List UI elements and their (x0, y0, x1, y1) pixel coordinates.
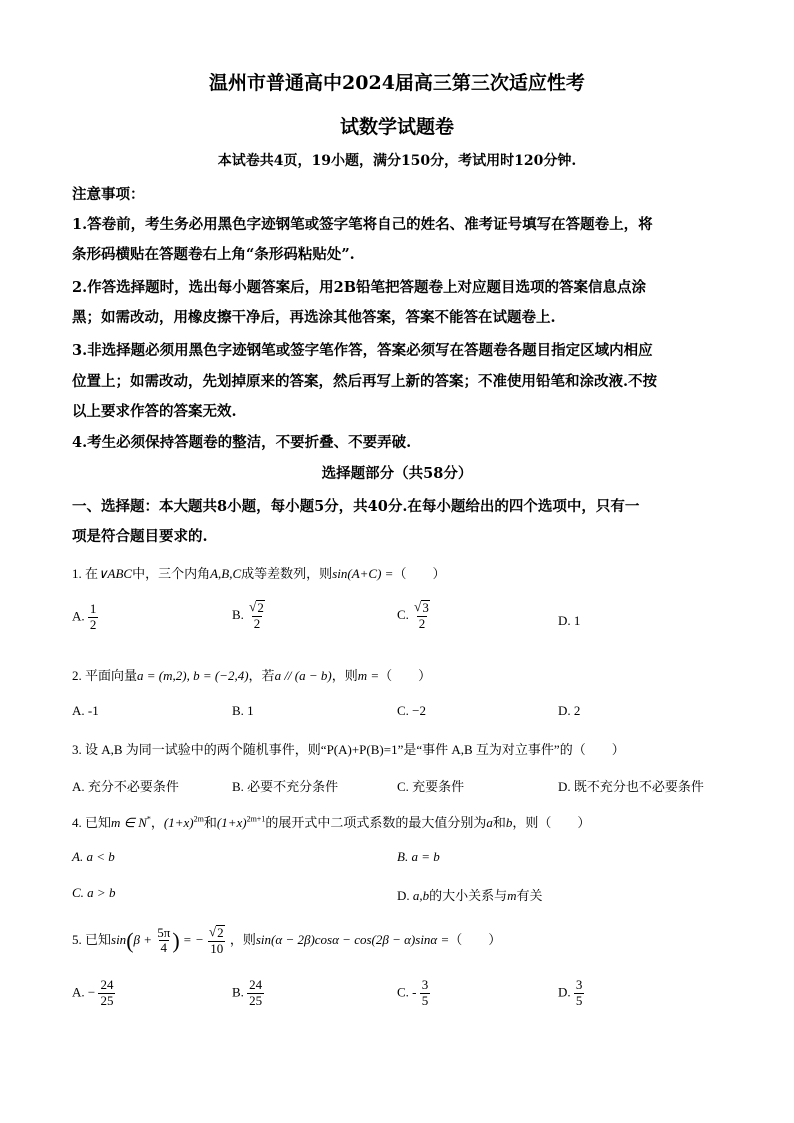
fraction: $\frac{3}{5}$ (421, 977, 429, 1008)
option-C[interactable]: C. a > b (72, 885, 116, 900)
fraction: $\frac{3}{5}$ (575, 977, 583, 1008)
section-title: 选择题部分（共58分） (321, 465, 473, 482)
option-C[interactable]: C. 充要条件 (397, 779, 465, 794)
option-D[interactable]: D. 1 (558, 613, 581, 628)
option-A[interactable]: A. $\frac{1}{2}$ (72, 601, 97, 632)
notice-line: 4.考生必须保持答题卷的整洁，不要折叠、不要弄破. (72, 434, 412, 451)
question-1: 1. 在∨ABC中，三个内角A,B,C成等差数列，则sin(A+C) =（ ） (72, 566, 446, 581)
fraction: $\frac{24}{25}$ (100, 977, 114, 1008)
question-2: 2. 平面向量a = (m,2), b = (−2,4)，若a // (a − b)，则m =（ ） (72, 668, 432, 683)
notice-line: 条形码横贴在答题卷右上角“条形码粘贴处”. (72, 246, 355, 263)
part1-instruction: 一、选择题：本大题共8小题，每小题5分，共40分.在每小题给出的四个选项中，只有一 (72, 498, 640, 515)
option-B[interactable]: B. a = b (397, 849, 440, 864)
question-5: 5. 已知sin(β + $\frac{5\pi}{4}$ ) = − √ 2 10 ，则sin(α − 2β)cosα − cos(2β − α)sinα =（ ） (72, 924, 502, 956)
option-A[interactable]: A. − $\frac{24}{25}$ (72, 977, 114, 1008)
fraction: √ 2 2 (249, 599, 264, 631)
option-B[interactable]: B. 必要不充分条件 (232, 779, 339, 794)
fraction: $\frac{24}{25}$ (249, 977, 263, 1008)
option-C[interactable]: C. - $\frac{3}{5}$ (397, 977, 429, 1008)
option-B[interactable]: B. $\frac{24}{25}$ (232, 977, 263, 1008)
option-A[interactable]: A. a < b (72, 849, 115, 864)
option-D[interactable]: D. $\frac{3}{5}$ (558, 977, 583, 1008)
exam-title-line1: 温州市普通高中2024届高三第三次适应性考 (209, 72, 585, 94)
notice-line: 3.非选择题必须用黑色字迹钢笔或签字笔作答，答案必须写在答题卷各题目指定区域内相应 (72, 342, 653, 359)
notice-line: 以上要求作答的答案无效. (72, 403, 237, 420)
option-C[interactable]: C. √ 3 2 (397, 600, 432, 632)
option-C[interactable]: C. −2 (397, 703, 427, 718)
notice-line: 1.答卷前，考生务必用黑色字迹钢笔或签字笔将自己的姓名、准考证号填写在答题卷上，将 (72, 216, 653, 233)
notice-line: 位置上；如需改动，先划掉原来的答案，然后再写上新的答案；不准使用铅笔和涂改液.不按 (72, 373, 658, 390)
fraction: $\frac{5\pi}{4}$ (157, 924, 171, 956)
question-4: 4. 已知m ∈ N*，$(1+x)^{2m}$和$(1+x)^{2m+1}$的展开式中二项式系数的最大值分别为a和b，则（ ） (72, 814, 591, 830)
fraction: √ 3 2 (414, 599, 429, 631)
notice-line: 黑；如需改动，用橡皮擦干净后，再选涂其他答案，答案不能答在试题卷上. (72, 309, 556, 326)
option-A[interactable]: A. 充分不必要条件 (72, 779, 179, 794)
option-A[interactable]: A. -1 (72, 703, 99, 718)
option-B[interactable]: B. √ 2 2 (232, 600, 267, 632)
exam-title-line2: 试数学试题卷 (339, 116, 454, 138)
fraction: √ 2 10 (208, 924, 224, 956)
option-D[interactable]: D. 既不充分也不必要条件 (558, 779, 704, 794)
option-B[interactable]: B. 1 (232, 703, 254, 718)
notice-heading: 注意事项： (72, 186, 145, 203)
notice-line: 2.作答选择题时，选出每小题答案后，用2B铅笔把答题卷上对应题目选项的答案信息点涂 (72, 279, 646, 296)
option-D[interactable]: D. 2 (558, 703, 581, 718)
exam-subtitle: 本试卷共4页，19小题，满分150分，考试用时120分钟. (217, 153, 577, 169)
option-D[interactable]: D. a,b的大小关系与m有关 (397, 888, 543, 903)
fraction: $\frac{1}{2}$ (89, 601, 97, 632)
part1-instruction: 项是符合题目要求的. (72, 528, 208, 545)
question-3: 3. 设 A,B 为同一试验中的两个随机事件，则“P(A)+P(B)=1”是“事件 A,B 互为对立事件”的（ ） (72, 742, 625, 757)
